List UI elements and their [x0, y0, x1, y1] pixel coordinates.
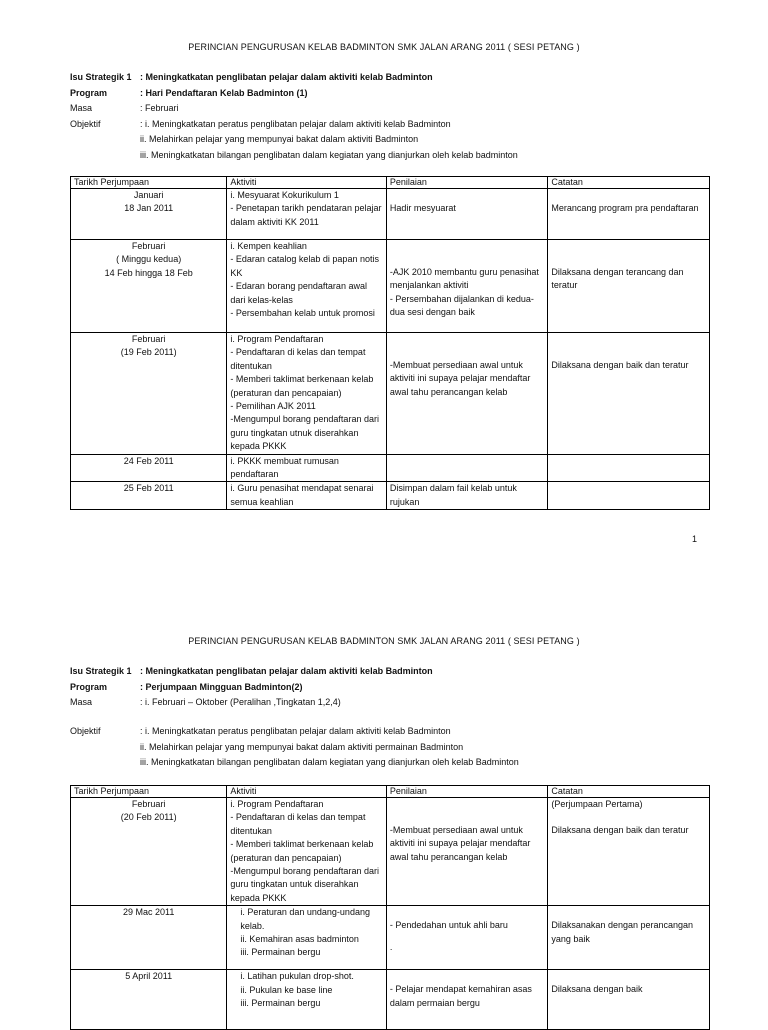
table-row	[71, 906, 710, 970]
program-value: : Perjumpaan Mingguan Badminton(2)	[140, 681, 303, 692]
date-line: Januari	[133, 190, 164, 200]
penilaian-line: - Pendedahan untuk ahli baru	[389, 920, 508, 931]
header-tarikh: Tarikh Perjumpaan	[71, 786, 227, 798]
date-cell	[71, 906, 227, 970]
catatan-line: Dilaksana dengan baik	[551, 984, 643, 995]
penilaian-line: - Pelajar mendapat kemahiran asas dalam permaian bergu	[389, 984, 532, 1008]
masa-value: : i. Februari – Oktober (Peralihan ,Tingkatan 1,2,4)	[140, 697, 341, 708]
objektif-label: Objektif	[70, 726, 101, 737]
aktiviti-line: - Persembahan kelab untuk promosi	[230, 308, 375, 319]
table-row	[71, 454, 710, 482]
date-line: Februari	[131, 334, 166, 344]
aktiviti-line: i. Program Pendaftaran	[230, 334, 324, 344]
table-row	[71, 482, 710, 510]
table-header-row	[71, 786, 710, 798]
catatan-cell	[548, 333, 710, 455]
aktiviti-cell	[227, 970, 386, 1030]
aktiviti-cell	[227, 333, 386, 455]
catatan-cell	[548, 240, 710, 333]
table-row	[71, 333, 710, 455]
date-line: (19 Feb 2011)	[120, 347, 177, 358]
date-cell	[71, 454, 227, 482]
aktiviti-line: ii. Pukulan ke base line	[240, 984, 333, 995]
date-line: ( Minggu kedua)	[116, 254, 182, 265]
program-info	[70, 71, 710, 165]
date-cell	[71, 482, 227, 510]
header-penilaian: Penilaian	[386, 177, 548, 189]
objektif-1: : i. Meningkatkatan peratus penglibatan pelajar dalam aktiviti kelab Badminton	[140, 118, 451, 129]
penilaian-line: - Persembahan dijalankan di kedua-dua sesi dengan baik	[389, 293, 534, 318]
isu-value: : Meningkatkatan penglibatan pelajar dalam aktiviti kelab Badminton	[140, 666, 433, 676]
objektif-2: ii. Melahirkan pelajar yang mempunyai bakat dalam aktiviti permainan Badminton	[140, 741, 464, 752]
masa-label: Masa	[70, 103, 93, 114]
aktiviti-line: - Memberi taklimat berkenaan kelab (peraturan dan pencapaian)	[230, 839, 374, 863]
aktiviti-line: - Pendaftaran di kelas dan tempat ditentukan	[230, 347, 366, 371]
aktiviti-line: - Memberi taklimat berkenaan kelab (peraturan dan pencapaian)	[230, 374, 374, 398]
date-line: 24 Feb 2011	[123, 455, 174, 466]
penilaian-line: -Membuat persediaan awal untuk aktiviti ini supaya pelajar mendaftar awal tahu perancangan kelab	[389, 360, 531, 397]
aktiviti-line: - Penetapan tarikh pendataran pelajar dalam aktiviti KK 2011	[230, 203, 382, 227]
penilaian-cell	[386, 482, 548, 510]
table-row	[71, 798, 710, 906]
catatan-cell	[548, 482, 710, 510]
catatan-line: Dilaksana dengan baik dan teratur	[551, 360, 689, 370]
penilaian-line: Hadir mesyuarat	[389, 203, 456, 213]
aktiviti-cell	[227, 454, 386, 482]
aktiviti-cell	[227, 482, 386, 510]
aktiviti-line: -Mengumpul borang pendaftaran dari guru tingkatan utnuk diserahkan kepada PKKK	[230, 414, 379, 452]
catatan-line: Dilaksana dengan terancang dan teratur	[551, 267, 684, 291]
objektif-1: : i. Meningkatkatan peratus penglibatan pelajar dalam aktiviti kelab Badminton	[140, 726, 451, 737]
aktiviti-line: iii. Permainan bergu	[240, 998, 321, 1009]
penilaian-line: -AJK 2010 membantu guru penasihat menjalankan aktiviti	[389, 267, 539, 291]
aktiviti-cell	[227, 906, 386, 970]
aktiviti-cell	[227, 240, 386, 333]
aktiviti-line: i. Kempen keahlian	[230, 241, 307, 251]
aktiviti-line: i. Program Pendaftaran	[230, 799, 324, 809]
penilaian-cell	[386, 189, 548, 240]
catatan-cell	[548, 906, 710, 970]
penilaian-line: Disimpan dalam fail kelab untuk rujukan	[389, 483, 517, 507]
header-aktiviti: Aktiviti	[227, 786, 386, 798]
isu-label: Isu Strategik 1	[70, 666, 132, 676]
page-title: PERINCIAN PENGURUSAN KELAB BADMINTON SMK JALAN ARANG 2011 ( SESI PETANG )	[188, 42, 580, 52]
activity-table	[70, 176, 710, 510]
isu-label: Isu Strategik 1	[70, 72, 132, 82]
header-catatan: Catatan	[548, 786, 710, 798]
penilaian-cell	[386, 906, 548, 970]
objektif-3: iii. Meningkatkatan bilangan penglibatan dalam kegiatan yang dianjurkan oleh kelab badminton	[140, 149, 518, 160]
table-header-row	[71, 177, 710, 189]
catatan-line: Dilaksanakan dengan perancangan yang baik	[551, 920, 694, 944]
aktiviti-line: - Pendaftaran di kelas dan tempat ditentukan	[230, 812, 366, 836]
masa-label: Masa	[70, 697, 93, 708]
isu-value: : Meningkatkatan penglibatan pelajar dalam aktiviti kelab Badminton	[140, 72, 433, 82]
catatan-line: (Perjumpaan Pertama)	[551, 799, 643, 809]
page-title: PERINCIAN PENGURUSAN KELAB BADMINTON SMK JALAN ARANG 2011 ( SESI PETANG )	[188, 636, 580, 646]
date-line: Februari	[131, 799, 166, 809]
aktiviti-line: i. Peraturan dan undang-undang kelab.	[240, 907, 370, 931]
program-info	[70, 665, 710, 772]
date-line: 5 April 2011	[125, 971, 173, 982]
aktiviti-line: - Edaran catalog kelab di papan notis KK	[230, 254, 379, 278]
header-penilaian: Penilaian	[386, 786, 548, 798]
date-line: (20 Feb 2011)	[120, 812, 177, 823]
aktiviti-cell	[227, 798, 386, 906]
catatan-cell	[548, 798, 710, 906]
program-value: : Hari Pendaftaran Kelab Badminton (1)	[140, 87, 308, 98]
table-row	[71, 970, 710, 1030]
date-line: 25 Feb 2011	[123, 483, 174, 494]
date-line: Februari	[131, 241, 166, 251]
date-line: 14 Feb hingga 18 Feb	[104, 267, 193, 278]
aktiviti-line: i. Mesyuarat Kokurikulum 1	[230, 190, 339, 200]
penilaian-line: -Membuat persediaan awal untuk aktiviti ini supaya pelajar mendaftar awal tahu perancangan kelab	[389, 825, 531, 862]
penilaian-line: .	[389, 941, 393, 952]
header-aktiviti: Aktiviti	[227, 177, 386, 189]
catatan-line: Merancang program pra pendaftaran	[551, 203, 699, 213]
catatan-cell	[548, 189, 710, 240]
date-cell	[71, 970, 227, 1030]
date-cell	[71, 333, 227, 455]
penilaian-cell	[386, 970, 548, 1030]
penilaian-cell	[386, 240, 548, 333]
aktiviti-line: i. Guru penasihat mendapat senarai semua keahlian	[230, 483, 374, 507]
table-row	[71, 240, 710, 333]
aktiviti-line: ii. Kemahiran asas badminton	[240, 934, 359, 945]
catatan-cell	[548, 970, 710, 1030]
date-cell	[71, 189, 227, 240]
penilaian-cell	[386, 333, 548, 455]
masa-value: : Februari	[140, 103, 179, 114]
aktiviti-line: -Mengumpul borang pendaftaran dari guru tingkatan untuk diserahkan kepada PKKK	[230, 866, 379, 903]
program-label: Program	[70, 681, 108, 692]
date-line: 18 Jan 2011	[124, 203, 174, 214]
date-cell	[71, 240, 227, 333]
header-catatan: Catatan	[548, 177, 710, 189]
activity-table	[70, 785, 710, 1030]
table-row	[71, 189, 710, 240]
document-page-2	[0, 560, 768, 1024]
program-label: Program	[70, 87, 108, 98]
aktiviti-line: - Edaran borang pendaftaran awal dari kelas-kelas	[230, 281, 367, 305]
page-number: 1	[692, 534, 698, 544]
objektif-3: iii. Meningkatkatan bilangan penglibatan dalam kegiatan yang dianjurkan oleh kelab Badminton	[140, 757, 519, 768]
aktiviti-line: iii. Permainan bergu	[240, 947, 321, 958]
date-line: 29 Mac 2011	[122, 907, 175, 918]
date-cell	[71, 798, 227, 906]
header-tarikh: Tarikh Perjumpaan	[71, 177, 227, 189]
catatan-cell	[548, 454, 710, 482]
aktiviti-cell	[227, 189, 386, 240]
objektif-2: ii. Melahirkan pelajar yang mempunyai bakat dalam aktiviti Badminton	[140, 134, 419, 145]
objektif-label: Objektif	[70, 118, 101, 129]
penilaian-cell	[386, 798, 548, 906]
aktiviti-line: - Pemilihan AJK 2011	[230, 401, 316, 412]
aktiviti-line: i. Latihan pukulan drop-shot.	[240, 971, 354, 982]
penilaian-cell	[386, 454, 548, 482]
catatan-line: Dilaksana dengan baik dan teratur	[551, 825, 689, 836]
aktiviti-line: i. PKKK membuat rumusan pendaftaran	[230, 455, 339, 480]
